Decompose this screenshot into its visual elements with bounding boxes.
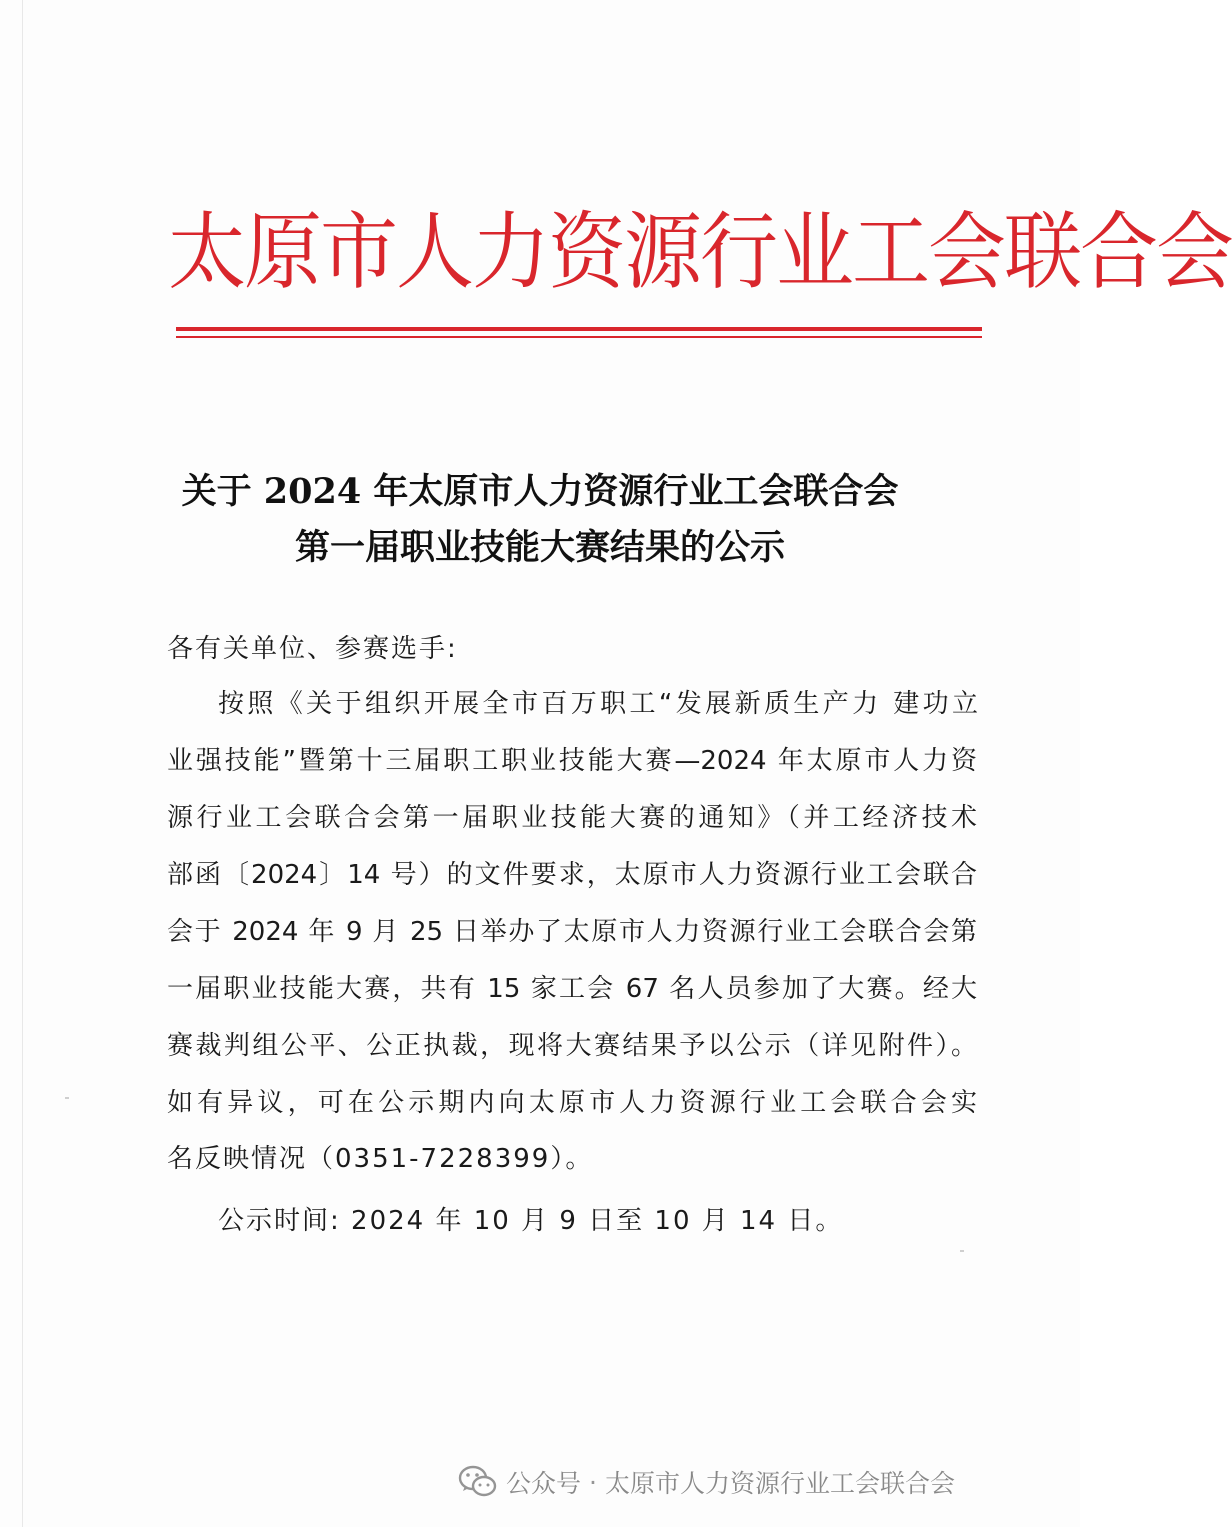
paragraph-line: 赛裁判组公平、公正执裁，现将大赛结果予以公示（详见附件）。 — [167, 1031, 977, 1061]
document-title-line-1: 关于 2024 年太原市人力资源行业工会联合会 — [181, 471, 899, 512]
wechat-icon — [458, 1464, 498, 1500]
scan-speck — [960, 1250, 964, 1252]
scan-edge-line — [22, 0, 23, 1527]
header-red-rule-thin — [176, 336, 982, 338]
publication-time: 公示时间: 2024 年 10 月 9 日至 10 月 14 日。 — [218, 1206, 844, 1236]
paragraph-line: 会于 2024 年 9 月 25 日举办了太原市人力资源行业工会联合会第 — [167, 917, 977, 947]
scan-speck — [65, 1097, 69, 1099]
watermark-account: 太原市人力资源行业工会联合会 — [604, 1469, 955, 1498]
watermark-platform: 公众号 — [506, 1469, 582, 1498]
salutation: 各有关单位、参赛选手: — [167, 634, 458, 664]
organization-header: 太原市人力资源行业工会联合会 — [168, 204, 1232, 302]
document-title-line-2: 第一届职业技能大赛结果的公示 — [294, 527, 785, 568]
paragraph-line: 部函〔2024〕14 号）的文件要求，太原市人力资源行业工会联合 — [167, 860, 977, 890]
paragraph-line: 一届职业技能大赛，共有 15 家工会 67 名人员参加了大赛。经大 — [167, 974, 977, 1004]
paragraph-line: 业强技能”暨第十三届职工职业技能大赛—2024 年太原市人力资 — [167, 746, 977, 776]
paragraph-line: 按照《关于组织开展全市百万职工“发展新质生产力 建功立 — [218, 689, 978, 719]
header-red-rule-thick — [176, 327, 982, 331]
watermark — [458, 1462, 955, 1502]
paragraph-line: 名反映情况（0351-7228399）。 — [167, 1144, 594, 1174]
paragraph-line: 如有异议，可在公示期内向太原市人力资源行业工会联合会实 — [167, 1088, 977, 1118]
watermark-separator: · — [589, 1467, 597, 1497]
paragraph-line: 源行业工会联合会第一届职业技能大赛的通知》（并工经济技术 — [167, 803, 977, 833]
